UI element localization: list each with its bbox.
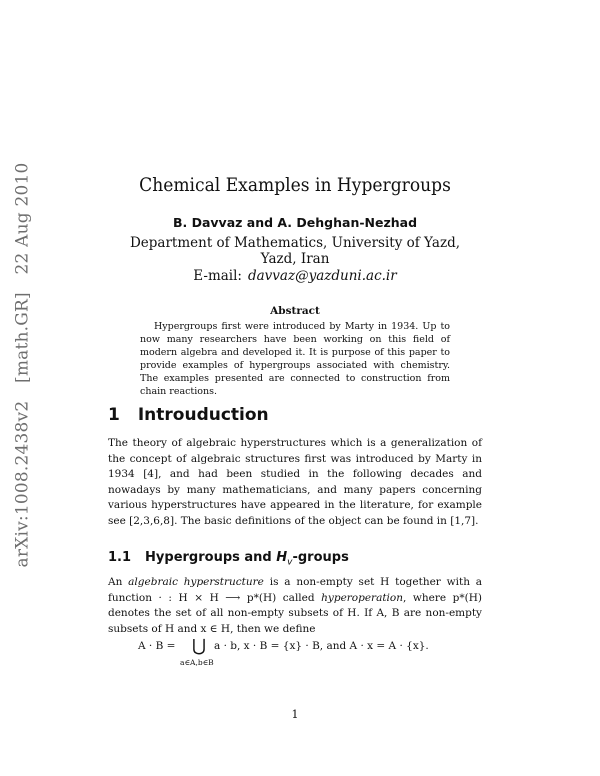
- intro-paragraph: The theory of algebraic hyperstructures which is a generalization of the concept of algebraic structures first was introduced by Marty in 1934 [4], and had been studied in the following decades and nowadays by many mathematicians, and many papers concerning various hyperstructures have appeared in the literature, for example see [2,3,6,8]. The basic definitions of the object can be found in [1,7].: [108, 437, 482, 527]
- union-symbol: ⋃: [192, 636, 206, 656]
- paper-authors: B. Davvaz and A. Dehghan-Nezhad: [172, 215, 418, 230]
- subsection-title-h: H: [276, 550, 288, 565]
- email-address[interactable]: davvaz@yazduni.ac.ir: [247, 268, 397, 284]
- formula-lhs: A · B =: [138, 640, 176, 652]
- affiliation: Department of Mathematics, University of Yazd,: [129, 235, 461, 251]
- definition-text-a: An: [108, 576, 123, 588]
- section-heading: [108, 405, 269, 425]
- union-subscript: a∈A,b∈B: [180, 658, 214, 667]
- arxiv-category: [math.GR]: [12, 292, 33, 384]
- arxiv-id[interactable]: arXiv:1008.2438v2: [12, 400, 33, 568]
- formula-rhs: a · b, x · B = {x} · B, and A · x = A · {x}.: [214, 640, 429, 652]
- subsection-title-suffix: -groups: [292, 550, 349, 565]
- arxiv-date: 22 Aug 2010: [12, 162, 33, 275]
- term-algebraic-hyperstructure: algebraic hyperstructure: [128, 576, 264, 588]
- section-number: 1: [108, 405, 120, 425]
- definition-paragraph: [108, 575, 482, 637]
- location: Yazd, Iran: [260, 251, 330, 267]
- display-formula: [138, 636, 468, 670]
- subsection-heading: [108, 550, 349, 568]
- subsection-number: 1.1: [108, 550, 132, 565]
- page-number: 1: [291, 708, 299, 721]
- definition-text-b: is a non-empty set H together with a function · : H × H ⟶ p*(H) called: [108, 576, 483, 604]
- paper-title: Chemical Examples in Hypergroups: [139, 174, 451, 196]
- section-title: Introuduction: [137, 405, 269, 425]
- term-hyperoperation: hyperoperation: [321, 591, 404, 604]
- arxiv-sidebar: [9, 162, 35, 568]
- subsection-title-sub: v: [287, 557, 293, 568]
- abstract-text: Hypergroups first were introduced by Marty in 1934. Up to now many researchers have been working on this field of modern algebra and developed it. It is purpose of this paper to provide examples of hypergroups associated with chemistry. The examples presented are connected to construction from chain reactions.: [140, 321, 450, 398]
- definition-text-c: , where p*(H) denotes the set of all non-empty subsets of H. If A, B are non-empty subsets of H and x ∈ H, then we define: [108, 591, 482, 635]
- abstract-heading: Abstract: [270, 305, 320, 317]
- subsection-title-prefix: Hypergroups and: [145, 550, 272, 565]
- email-line: [108, 268, 482, 284]
- email-label: E-mail:: [193, 268, 242, 284]
